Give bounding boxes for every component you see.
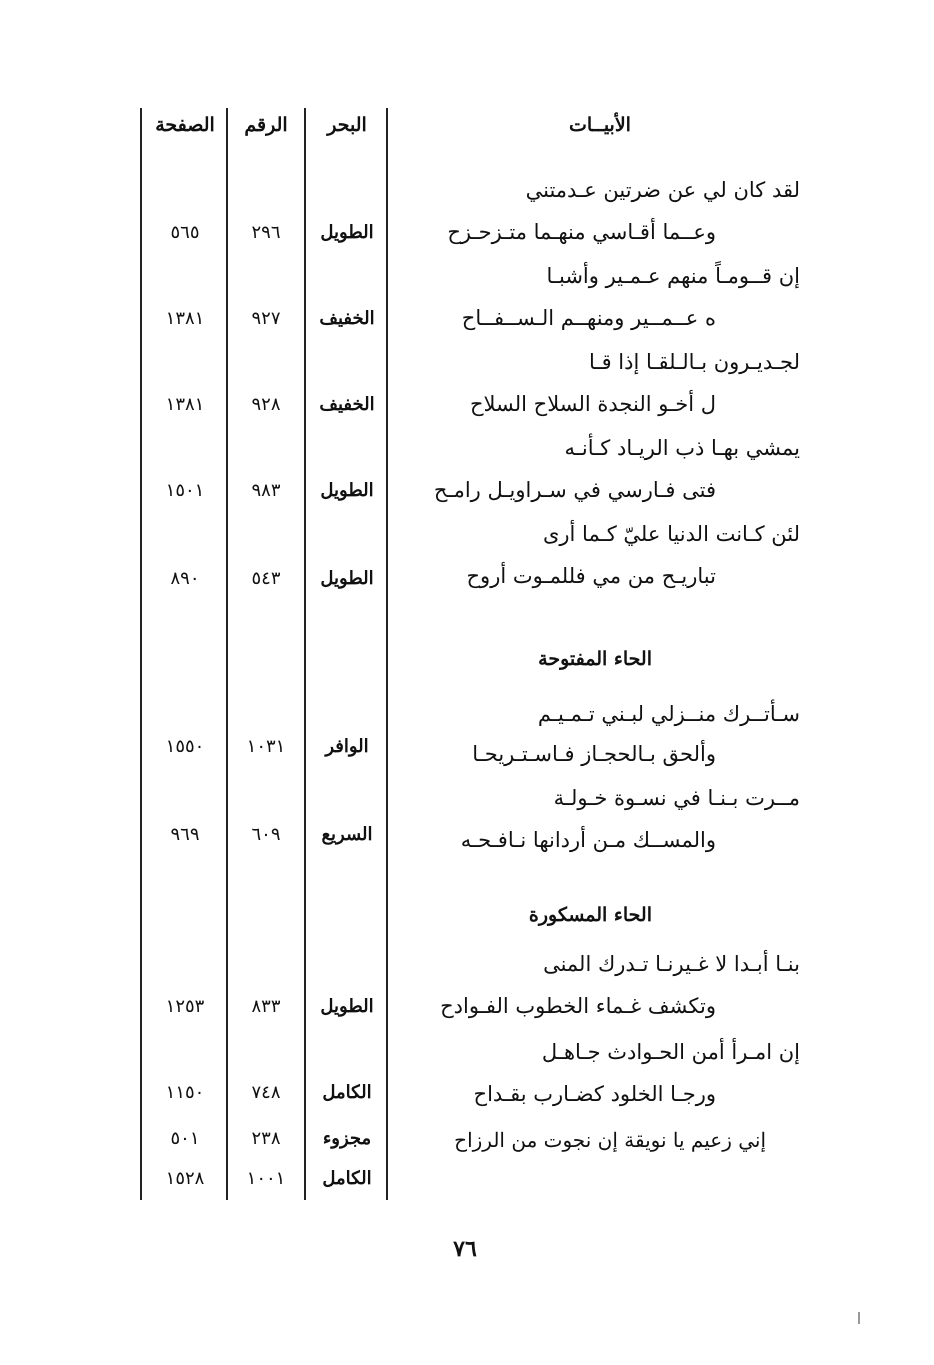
scan-speck [858,1312,860,1324]
meter-cell: الوافر [325,736,369,757]
page-cell: ١٢٥٣ [165,996,205,1017]
number-cell: ٩٢٧ [251,308,281,329]
verse-line: إن امـرأ أمن الحـوادث جـاهـل [541,1040,800,1064]
page-cell: ٥٠١ [170,1128,200,1149]
meter-cell: الخفيف [319,308,375,329]
header-number: الرقم [244,114,288,136]
verse-line: فتى فـارسي في سـراويـل رامـح [433,478,716,502]
number-cell: ٢٩٦ [251,222,281,243]
number-cell: ١٠٣١ [246,736,286,757]
meter-cell: الخفيف [319,394,375,415]
meter-cell: مجزوء [322,1128,372,1149]
page-cell: ١٥٢٨ [165,1168,205,1189]
verse-line: بنـا أبـدا لا غـيرنـا تـدرك المنى [543,952,800,976]
column-divider-left [140,108,142,1200]
verse-line: ه عــمــير ومنهــم الـســفــاح [461,306,716,330]
verse-line: يمشي بهـا ذب الريـاد كـأنـه [564,436,800,460]
verse-line: ورجـا الخلود كضـارب بقـداح [473,1082,716,1106]
meter-cell: السريع [321,824,373,845]
verse-line: وتكشف غـماء الخطوب الفـوادح [440,994,716,1018]
number-cell: ٩٢٨ [251,394,281,415]
page-number: ٧٦ [453,1236,477,1262]
number-cell: ٥٤٣ [251,568,281,589]
page-cell: ٨٩٠ [170,568,200,589]
verse-line: سـأتــرك منــزلي لبـني تـمـيـم [537,702,800,726]
header-verses: الأبيــات [569,114,631,136]
header-meter: البحر [327,114,367,136]
meter-cell: الكامل [322,1082,372,1103]
verse-line: إن قــومـاً منهم عـمـير وأشبـا [546,264,800,288]
number-cell: ٦٠٩ [251,824,281,845]
verse-line: لئن كـانت الدنيا عليّ كـما أرى [542,522,800,546]
verse-line: تباريـح من مي فللمـوت أروح [466,564,716,588]
number-cell: ٨٣٣ [251,996,281,1017]
number-cell: ٢٣٨ [251,1128,281,1149]
page-cell: ٩٦٩ [170,824,200,845]
column-divider-page-number [226,108,228,1200]
section-heading: الحاء المفتوحة [538,648,652,670]
header-page: الصفحة [155,114,215,136]
meter-cell: الطويل [320,996,374,1017]
column-divider-number-meter [304,108,306,1200]
number-cell: ١٠٠١ [246,1168,286,1189]
verse-line: مــرت بـنـا في نسـوة خـولـة [553,786,800,810]
page-cell: ١٥٥٠ [165,736,205,757]
number-cell: ٧٤٨ [251,1082,281,1103]
verse-line: لقد كان لي عن ضرتين عـدمتني [525,178,800,202]
meter-cell: الطويل [320,568,374,589]
page-cell: ١٣٨١ [165,394,205,415]
page-cell: ٥٦٥ [170,222,200,243]
meter-cell: الكامل [322,1168,372,1189]
page-cell: ١٣٨١ [165,308,205,329]
number-cell: ٩٨٣ [251,480,281,501]
section-heading: الحاء المسكورة [528,904,652,926]
page-cell: ١١٥٠ [165,1082,205,1103]
meter-cell: الطويل [320,480,374,501]
verse-line: وألحق بـالحجـاز فـاسـتـريحـا [472,742,716,766]
verse-line: والمســك مـن أردانها نـافـحـه [460,828,716,852]
verse-line: لجـديـرون بـالـلقـا إذا قـا [589,350,800,374]
verse-line: إني زعيم يا نويقة إن نجوت من الرزاح [454,1128,766,1152]
verse-line: وعــما أقـاسي منهـما متـزحـزح [447,220,716,244]
column-divider-meter-verses [386,108,388,1200]
verse-line: ل أخـو النجدة السلاح السلاح [469,392,716,416]
meter-cell: الطويل [320,222,374,243]
page-cell: ١٥٠١ [165,480,205,501]
